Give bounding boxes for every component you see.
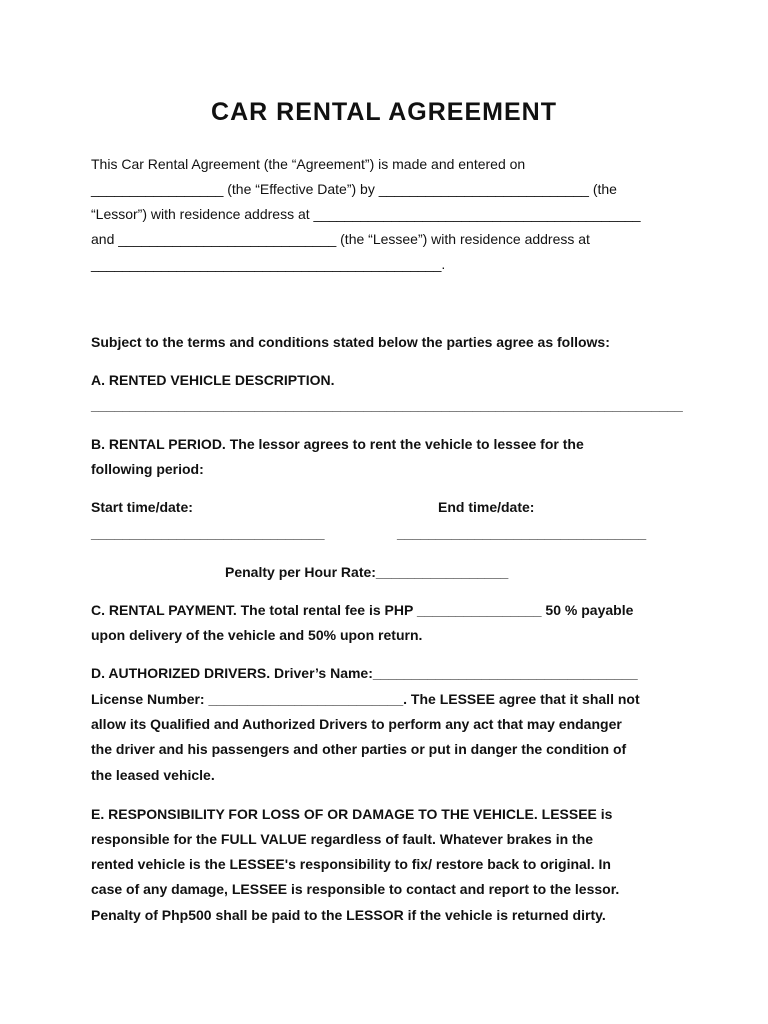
subject-statement: Subject to the terms and conditions stated below the parties agree as follows: [91, 334, 610, 350]
section-d-line-1: D. AUTHORIZED DRIVERS. Driver’s Name:__________________________________ [91, 665, 638, 681]
section-d-line-2: License Number: _________________________. The LESSEE agree that it shall not [91, 691, 640, 707]
section-b-line-2: following period: [91, 461, 204, 477]
document-title: CAR RENTAL AGREEMENT [211, 98, 557, 126]
section-d-line-3: allow its Qualified and Authorized Drivers to perform any act that may endanger [91, 716, 622, 732]
start-date-blank: ______________________________ [91, 525, 325, 541]
intro-line-3: “Lessor”) with residence address at __________________________________________ [91, 206, 641, 222]
section-c-line-2: upon delivery of the vehicle and 50% upon return. [91, 627, 423, 643]
section-e-line-1: E. RESPONSIBILITY FOR LOSS OF OR DAMAGE TO THE VEHICLE. LESSEE is [91, 806, 613, 822]
intro-line-4: and ____________________________ (the “Lessee”) with residence address at [91, 231, 590, 247]
section-e-line-5: Penalty of Php500 shall be paid to the LESSOR if the vehicle is returned dirty. [91, 907, 606, 923]
section-e-line-3: rented vehicle is the LESSEE's responsibility to fix/ restore back to original. In [91, 856, 611, 872]
section-d-line-5: the leased vehicle. [91, 767, 215, 783]
penalty-rate-line: Penalty per Hour Rate:_________________ [225, 564, 509, 580]
section-e-line-4: case of any damage, LESSEE is responsible to contact and report to the lessor. [91, 881, 620, 897]
section-c-line-1: C. RENTAL PAYMENT. The total rental fee is PHP ________________ 50 % payable [91, 602, 634, 618]
intro-line-5: _____________________________________________. [91, 256, 446, 272]
intro-line-1: This Car Rental Agreement (the “Agreement”) is made and entered on [91, 156, 526, 172]
end-date-blank: ________________________________ [397, 525, 647, 541]
start-date-label: Start time/date: [91, 499, 193, 515]
end-date-label: End time/date: [438, 499, 535, 515]
section-b-line-1: B. RENTAL PERIOD. The lessor agrees to rent the vehicle to lessee for the [91, 436, 584, 452]
section-e-line-2: responsible for the FULL VALUE regardless of fault. Whatever brakes in the [91, 831, 594, 847]
intro-line-2: _________________ (the “Effective Date”) by ___________________________ (the [91, 181, 617, 197]
section-a-heading: A. RENTED VEHICLE DESCRIPTION. [91, 372, 335, 388]
section-a-blank: ____________________________________________________________________________ [91, 397, 683, 413]
section-d-line-4: the driver and his passengers and other parties or put in danger the condition of [91, 741, 627, 757]
